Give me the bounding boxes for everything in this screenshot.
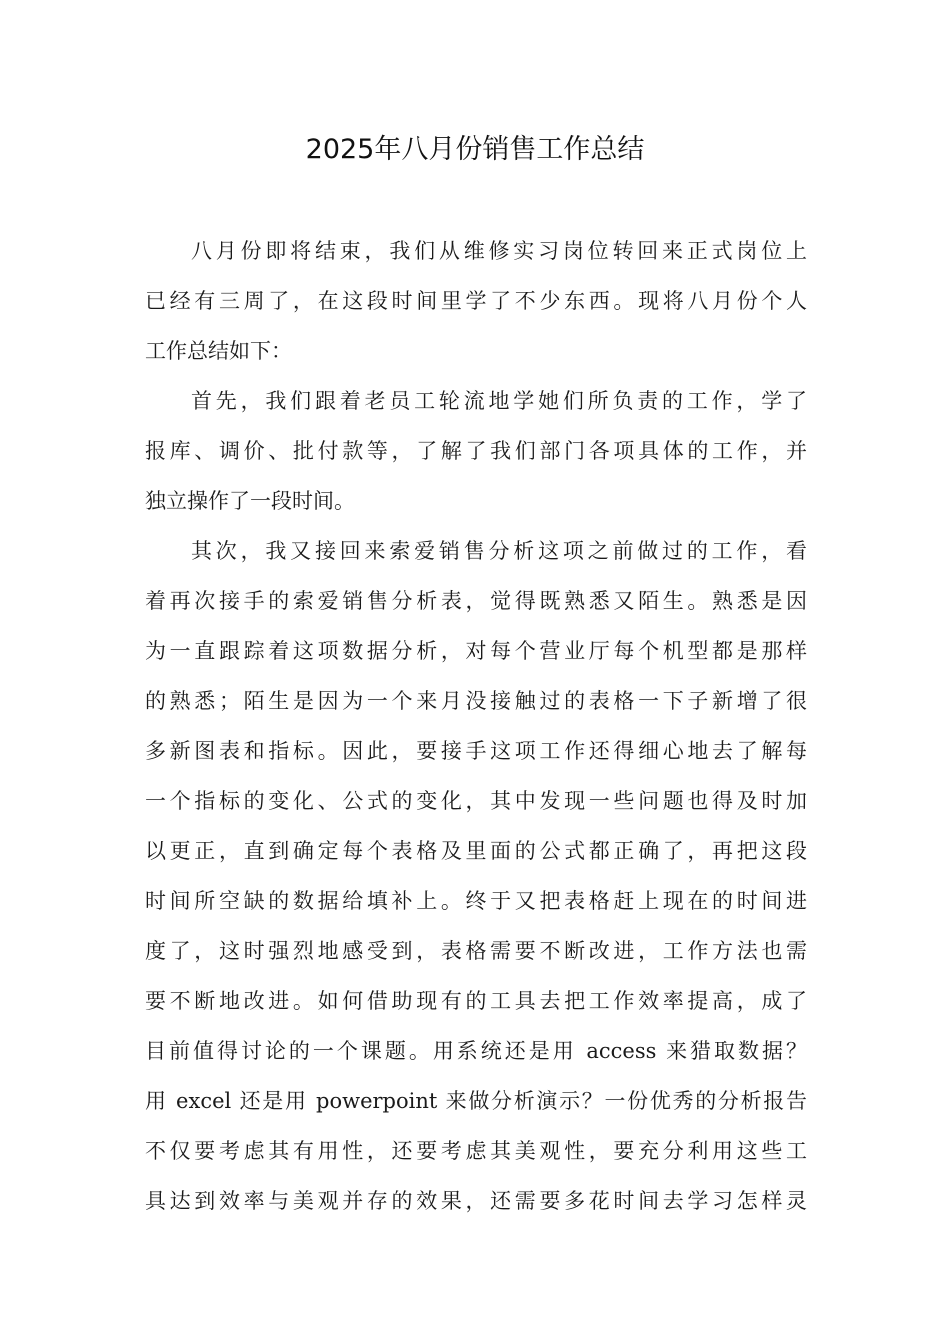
text-line: 具达到效率与美观并存的效果，还需要多花时间去学习怎样灵 [145, 1189, 807, 1213]
text-line: 时间所空缺的数据给填补上。终于又把表格赶上现在的时间进 [145, 889, 807, 913]
text-line: 独立操作了一段时间。 [145, 489, 355, 513]
text-line: 一个指标的变化、公式的变化，其中发现一些问题也得及时加 [145, 789, 807, 813]
text-line: 多新图表和指标。因此，要接手这项工作还得细心地去了解每 [145, 739, 807, 763]
text-line: 以更正，直到确定每个表格及里面的公式都正确了，再把这段 [145, 839, 807, 863]
document-body [145, 226, 807, 1226]
text-line: 报库、调价、批付款等，了解了我们部门各项具体的工作，并 [145, 439, 807, 463]
text-line: 目前值得讨论的一个课题。用系统还是用 access 来猎取数据？ [145, 1039, 807, 1063]
paragraph-intro [145, 226, 807, 376]
paragraph-second [145, 526, 807, 1226]
text-line: 要不断地改进。如何借助现有的工具去把工作效率提高，成了 [145, 989, 807, 1013]
text-line: 工作总结如下： [145, 339, 292, 363]
text-line: 度了，这时强烈地感受到，表格需要不断改进，工作方法也需 [145, 939, 807, 963]
text-line: 不仅要考虑其有用性，还要考虑其美观性，要充分利用这些工 [145, 1139, 807, 1163]
document-title: 2025年八月份销售工作总结 [305, 134, 645, 165]
paragraph-first [145, 376, 807, 526]
text-line: 已经有三周了，在这段时间里学了不少东西。现将八月份个人 [145, 289, 807, 313]
text-line: 首先，我们跟着老员工轮流地学她们所负责的工作，学了 [191, 389, 807, 413]
text-line: 其次，我又接回来索爱销售分析这项之前做过的工作，看 [191, 539, 807, 563]
text-line: 为一直跟踪着这项数据分析，对每个营业厅每个机型都是那样 [145, 639, 807, 663]
text-line: 的熟悉；陌生是因为一个来月没接触过的表格一下子新增了很 [145, 689, 807, 713]
text-line: 着再次接手的索爱销售分析表，觉得既熟悉又陌生。熟悉是因 [145, 589, 807, 613]
text-line: 用 excel 还是用 powerpoint 来做分析演示？一份优秀的分析报告 [145, 1089, 807, 1113]
text-line: 八月份即将结束，我们从维修实习岗位转回来正式岗位上 [191, 239, 807, 263]
